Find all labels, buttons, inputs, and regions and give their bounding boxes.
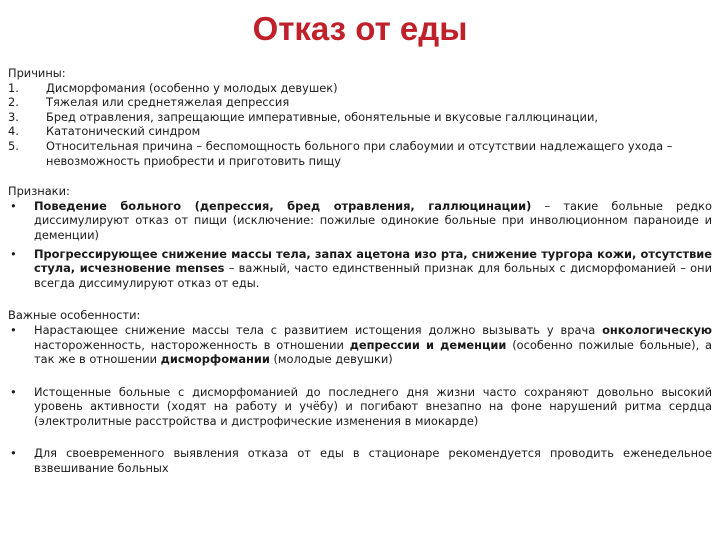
list-item	[8, 95, 712, 110]
text-part: (молодые девушки)	[269, 352, 393, 367]
text-part: Нарастающее снижение массы тела с развитием истощения должно вызывать у врача	[34, 322, 603, 337]
item-text: Относительная причина – беспомощность больного при слабоумии и отсутствии надлежащего ухода – невозможность приобрести и приготовить пищу	[46, 138, 673, 168]
features-heading: Важные особенности:	[8, 308, 141, 323]
item-number: 3.	[8, 109, 19, 124]
bold-part: депрессии и деменции	[349, 337, 507, 352]
item-text: Бред отравления, запрещающие императивные, обонятельные и вкусовые галлюцинации,	[46, 109, 598, 124]
list-item	[8, 199, 712, 243]
list-item	[8, 110, 712, 125]
list-item	[8, 323, 712, 367]
item-text	[34, 199, 712, 243]
item-number: 2.	[8, 95, 19, 110]
item-rest-text: – такие больные редко диссимулируют отказ от пищи (исключение: пожилые одинокие больные при инволюционном параноиде и деменции)	[34, 198, 713, 242]
text-part: (особенно пожилые больные), а так же в отношении	[34, 337, 712, 367]
bullet-icon: •	[10, 246, 17, 261]
list-item	[8, 124, 712, 139]
causes-list	[8, 81, 712, 169]
list-item	[8, 81, 712, 96]
item-text: Кататонический синдром	[46, 124, 201, 139]
item-rest-text: – важный, часто единственный признак для больных с дисморфоманией – они всегда диссимулируют отказ от еды.	[34, 261, 712, 290]
causes-heading: Причины:	[8, 66, 66, 80]
list-item	[8, 385, 712, 429]
signs-heading: Признаки:	[8, 184, 70, 199]
list-item	[8, 446, 712, 475]
bold-part: дисморфомании	[160, 352, 270, 367]
item-bold-text: Поведение больного (депрессия, бред отравления, галлюцинации)	[34, 198, 532, 213]
item-text: Истощенные больные с дисморфоманией до последнего дня жизни часто сохраняют довольно высокий уровень активности (ходят на работу и учёбу) и погибают внезапно на фоне нарушений ритма сердца (электролитные расстройства и дистрофические изменения в миокарде)	[34, 384, 712, 428]
bullet-icon: •	[10, 446, 17, 461]
bold-part: онкологическую	[602, 322, 712, 337]
features-list	[8, 323, 712, 476]
item-text: Для своевременного выявления отказа от еды в стационаре рекомендуется проводить еженедельное взвешивание больных	[34, 446, 712, 476]
list-item	[8, 247, 712, 291]
item-number: 5.	[8, 138, 19, 153]
list-item	[8, 139, 712, 168]
slide-title: Отказ от еды	[252, 10, 468, 47]
item-number: 1.	[8, 80, 19, 95]
item-text: Дисморфомания (особенно у молодых девушек)	[46, 80, 338, 95]
item-number: 4.	[8, 124, 19, 139]
signs-list	[8, 199, 712, 291]
item-text	[34, 323, 712, 367]
slide-body	[8, 66, 712, 476]
bullet-icon: •	[10, 322, 17, 337]
bullet-icon: •	[10, 198, 17, 213]
item-text: Тяжелая или среднетяжелая депрессия	[46, 95, 290, 110]
text-part: настороженность, настороженность в отношении	[34, 337, 350, 352]
item-bold-text: Прогрессирующее снижение массы тела, запах ацетона изо рта, снижение тургора кожи, отсутствие стула, исчезновение menses	[34, 246, 712, 276]
item-text	[34, 247, 712, 291]
bullet-icon: •	[10, 384, 17, 399]
